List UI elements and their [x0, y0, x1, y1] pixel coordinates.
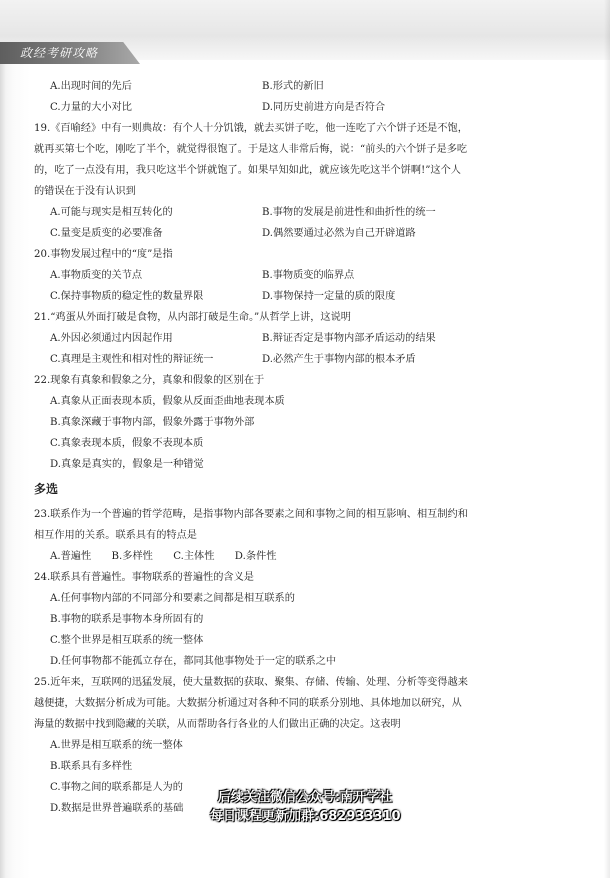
- q23-stem-line-2: 相互作用的关系。联系具有的特点是: [34, 530, 197, 541]
- section-heading-multi-choice: 多选: [34, 482, 59, 496]
- watermark-line-1: 后续关注微信公众号:南开学社: [217, 790, 393, 805]
- q20-option-b: B.事物质变的临界点: [262, 270, 355, 281]
- q20-option-c: C.保持事物质的稳定性的数量界限: [50, 291, 204, 302]
- q20-stem: 20.事物发展过程中的“度”是指: [34, 249, 173, 260]
- q23-options: A.普遍性 B.多样性 C.主体性 D.条件性: [50, 551, 277, 562]
- q24-option-c: C.整个世界是相互联系的统一整体: [50, 635, 204, 646]
- q19-option-c: C.量变是质变的必要准备: [50, 228, 163, 239]
- promo-watermark: [210, 788, 400, 826]
- q18-option-b: B.形式的新旧: [262, 81, 324, 92]
- q21-option-d: D.必然产生于事物内部的根本矛盾: [262, 354, 416, 365]
- q18-option-c: C.力量的大小对比: [50, 102, 132, 113]
- q19-option-b: B.事物的发展是前进性和曲折性的统一: [262, 207, 436, 218]
- q19-option-d: D.偶然要通过必然为自己开辟道路: [262, 228, 416, 239]
- q22-option-c: C.真象表现本质，假象不表现本质: [50, 438, 204, 449]
- q22-option-b: B.真象深藏于事物内部，假象外露于事物外部: [50, 417, 255, 428]
- q19-stem-line-1: 19.《百喻经》中有一则典故：有个人十分饥饿，就去买饼子吃，他一连吃了六个饼子还是不饱，: [34, 123, 468, 134]
- q24-option-a: A.任何事物内部的不同部分和要素之间都是相互联系的: [50, 593, 295, 604]
- q25-option-c: C.事物之间的联系都是人为的: [50, 782, 183, 793]
- q24-stem: 24.联系具有普遍性。事物联系的普遍性的含义是: [34, 572, 254, 583]
- q23-stem-line-1: 23.联系作为一个普遍的哲学范畴，是指事物内部各要素之间和事物之间的相互影响、相互制约和: [34, 509, 468, 520]
- page-edge-shadow: [604, 0, 610, 878]
- watermark-line-2: 每日课程更新加群:682933310: [210, 809, 401, 824]
- q25-stem-line-3: 海量的数据中找到隐藏的关联，从而帮助各行各业的人们做出正确的决定。这表明: [34, 719, 401, 730]
- q19-stem-line-4: 的错误在于没有认识到: [34, 186, 136, 197]
- q21-option-c: C.真理是主观性和相对性的辩证统一: [50, 354, 214, 365]
- q25-stem-line-2: 越便捷，大数据分析成为可能。大数据分析通过对各种不同的联系分别地、具体地加以研究，从: [34, 698, 462, 709]
- q19-option-a: A.可能与现实是相互转化的: [50, 207, 173, 218]
- q25-option-b: B.联系具有多样性: [50, 761, 133, 772]
- q25-stem-line-1: 25.近年来，互联网的迅猛发展，使大量数据的获取、聚集、存储、传输、处理、分析等变得越来: [34, 677, 468, 688]
- q21-option-b: B.辩证否定是事物内部矛盾运动的结果: [262, 333, 436, 344]
- q22-option-a: A.真象从正面表现本质，假象从反面歪曲地表现本质: [50, 396, 285, 407]
- q19-stem-line-2: 就再买第七个吃，刚吃了半个，就觉得很饱了。于是这人非常后悔，说：“前头的六个饼子是多吃: [34, 144, 468, 155]
- q18-option-a: A.出现时间的先后: [50, 81, 132, 92]
- q25-option-d: D.数据是世界普遍联系的基础: [50, 803, 184, 814]
- q21-option-a: A.外因必须通过内因起作用: [50, 333, 173, 344]
- q19-stem-line-3: 的，吃了一点没有用，我只吃这半个饼就饱了。如果早知如此，就应该先吃这半个饼啊!”这个人: [34, 165, 461, 176]
- q21-stem: 21.“鸡蛋从外面打破是食物，从内部打破是生命。”从哲学上讲，这说明: [34, 312, 351, 323]
- q20-option-a: A.事物质变的关节点: [50, 270, 143, 281]
- q24-option-b: B.事物的联系是事物本身所固有的: [50, 614, 204, 625]
- q22-stem: 22.现象有真象和假象之分，真象和假象的区别在于: [34, 375, 265, 386]
- q25-option-a: A.世界是相互联系的统一整体: [50, 740, 183, 751]
- q20-option-d: D.事物保持一定量的质的限度: [262, 291, 396, 302]
- q18-option-d: D.同历史前进方向是否符合: [262, 102, 386, 113]
- q24-option-d: D.任何事物都不能孤立存在，都同其他事物处于一定的联系之中: [50, 656, 337, 667]
- header-title: 政经考研攻略: [20, 46, 99, 60]
- q22-option-d: D.真象是真实的，假象是一种错觉: [50, 459, 204, 470]
